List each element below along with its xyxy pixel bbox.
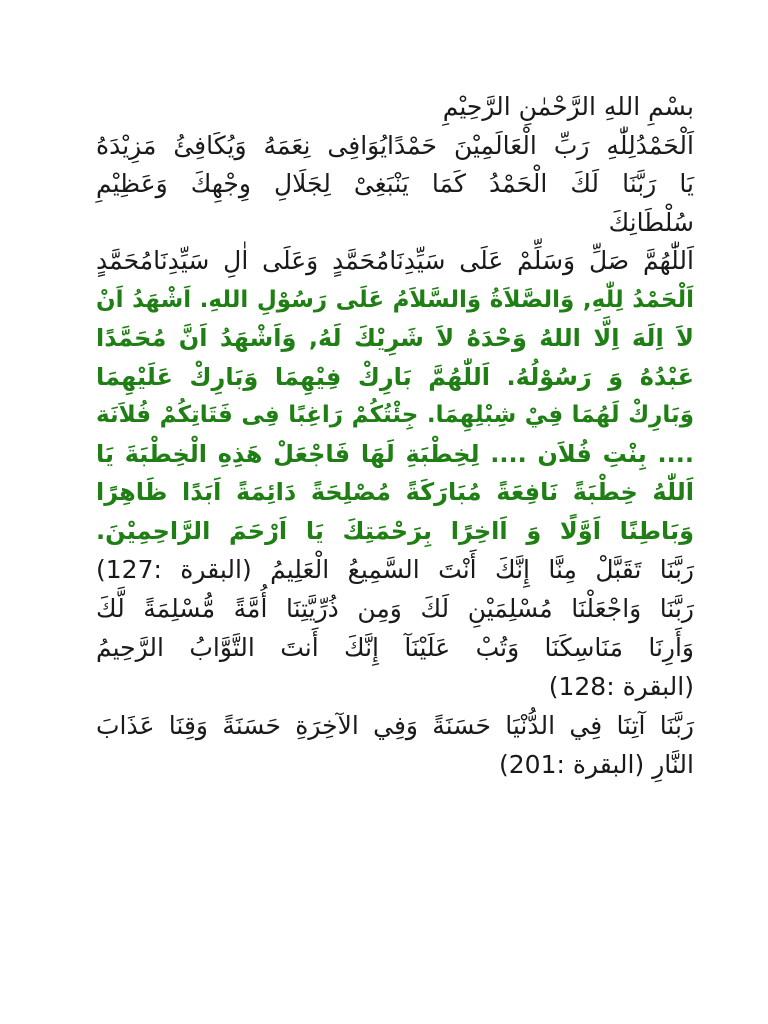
khutbah-line: وَبَارِكْ لَهُمَا فِيْ شِبْلِهِمَا. جِئْتُكُمْ رَاغِبًا فِى فَتَاتِكُمْ فُلاَنَة xyxy=(96,402,694,428)
verse-line-128: وَأَرِنَا مَنَاسِكَنَا وَتُبْ عَلَيْنَآ إِنَّكَ أَنتَ التَّوَّابُ الرَّحِيمُ xyxy=(96,633,694,662)
khutbah-line: اَللّٰهُ خِطْبَةً نَافِعَةً مُبَارَكَةً مُصْلِحَةً دَائِمَةً اَبَدًا ظَاهِرًا xyxy=(96,478,694,506)
verse-line-201: رَبَّنَا آتِنَا فِي الدُّنْيَا حَسَنَةً وَفِي الآخِرَةِ حَسَنَةً وَقِنَا عَذَابَ xyxy=(96,711,694,740)
khutbah-line: عَبْدُهُ وَ رَسُوْلُهُ. اَللّٰهُمَّ بَارِكْ فِيْهِمَا وَبَارِكْ عَلَيْهِمَا xyxy=(96,362,694,391)
praise-line: يَا رَبَّنَا لَكَ الْحَمْدُ كَمَا يَنْبَغِىْ لِجَلَالِ وِجْهِكَ وَعَظِيْمِ xyxy=(96,169,694,198)
khutbah-line: لاَ اِلَهَ اِلَّا اللهُ وَحْدَهُ لاَ شَرِيْكَ لَهُ, وَاَشْهَدُ اَنَّ مُحَمَّدًا xyxy=(96,324,694,352)
verse-line-128: رَبَّنَا وَاجْعَلْنَا مُسْلِمَيْنِ لَكَ وَمِن ذُرِّيَّتِنَا أُمَّةً مُّسْلِمَةً لَّكَ xyxy=(96,594,694,623)
basmala-line: بسْمِ اللهِ الرَّحْمٰنِ الرَّحِيْمِ xyxy=(442,92,694,121)
verse-line-127: رَبَّنَا تَقَبَّلْ مِنَّا إِنَّكَ أَنْتَ السَّمِيعُ الْعَلِيمُ (البقرة :127) xyxy=(96,555,694,584)
verse-reference-128: (البقرة :128) xyxy=(548,672,694,701)
khutbah-line: اَلْحَمْدُ لِلّٰهِ, وَالصَّلاَةُ وَالسَّلاَمُ عَلَى رَسُوْلِ اللهِ. اَشْهَدُ اَنْ xyxy=(96,286,694,313)
document-page xyxy=(96,88,694,784)
quran-section xyxy=(96,550,694,784)
praise-line-end: سُلْطَانِكَ xyxy=(608,207,694,237)
verse-reference-201: النَّارِ (البقرة :201) xyxy=(499,750,694,779)
khutbah-line: وَبَاطِنًا اَوَّلًا وَ اَاخِرًا بِرَحْمَتِكَ يَا اَرْحَمَ الرَّاحِمِيْنَ. xyxy=(96,516,694,545)
hamdalah-line: اَلْحَمْدُلِلّٰهِ رَبِّ الْعَالَمِيْنَ حَمْدًايُوَافِى نِعَمَهُ وَيُكَافِئُ مَزِيْدَهُ xyxy=(96,130,694,160)
shalawat-line: اَللّٰهُمَّ صَلِّ وَسَلِّمْ عَلَى سَيِّدِنَامُحَمَّدٍ وَعَلَى اٰلِ سَيِّدِنَامُحَمَّدٍ xyxy=(96,246,694,275)
khutbah-line: .... بِنْتِ فُلاَن .... لِخِطْبَةِ لَهَا فَاجْعَلْ هَذِهِ الْخِطْبَةَ يَا xyxy=(96,439,694,468)
khutbah-section xyxy=(96,281,694,551)
opening-section xyxy=(96,88,694,281)
